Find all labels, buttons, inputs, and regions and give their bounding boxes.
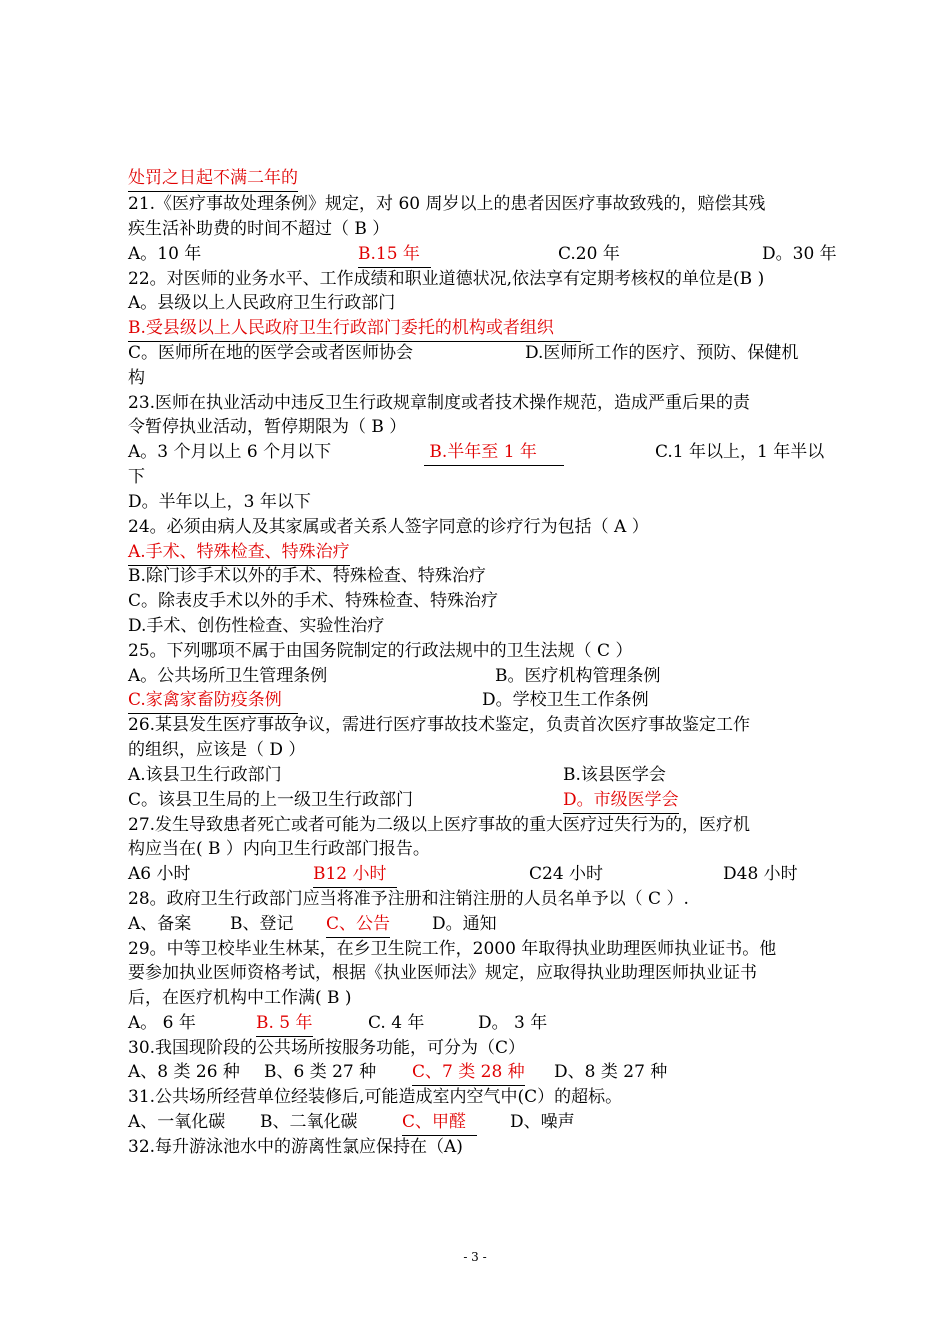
question-26: 26.某县发生医疗事故争议，需进行医疗事故技术鉴定，负责首次医疗事故鉴定工作: [128, 715, 751, 735]
page-number: - 3 -: [463, 1250, 487, 1264]
option-a: A。10 年: [128, 244, 202, 264]
option-d: D。30 年: [762, 244, 837, 264]
option-d: D。通知: [432, 914, 497, 934]
question-27: 27.发生导致患者死亡或者可能为二级以上医疗事故的重大医疗过失行为的，医疗机: [128, 815, 751, 835]
option-d: D。学校卫生工作条例: [482, 690, 649, 710]
option-b: B。医疗机构管理条例: [495, 666, 661, 686]
question-31: 31.公共场所经营单位经装修后,可能造成室内空气中(C）的超标。: [128, 1087, 623, 1107]
option-a: A.该县卫生行政部门: [128, 765, 282, 785]
option-b: B.除门诊手术以外的手术、特殊检查、特殊治疗: [128, 566, 486, 586]
question-30: 30.我国现阶段的公共场所按服务功能，可分为（C）: [128, 1038, 526, 1058]
question-23: 23.医师在执业活动中违反卫生行政规章制度或者技术操作规范，造成严重后果的责: [128, 393, 751, 413]
option-d: D、8 类 27 种: [554, 1062, 668, 1082]
option-d: D。 3 年: [478, 1013, 548, 1033]
option-c-answer: C、7 类 28 种: [412, 1060, 525, 1086]
option-c: C。医师所在地的医学会或者医师协会: [128, 343, 414, 363]
option-b-answer: B. 5 年: [256, 1011, 313, 1037]
option-c: C。该县卫生局的上一级卫生行政部门: [128, 790, 414, 810]
question-32: 32.每升游泳池水中的游离性氯应保持在（A): [128, 1137, 463, 1157]
option-d: D。半年以上，3 年以下: [128, 492, 311, 512]
option-d: D.手术、创伤性检查、实验性治疗: [128, 616, 385, 636]
option-c-cont: 下: [128, 467, 145, 487]
option-a: A、一氧化碳: [128, 1112, 226, 1132]
question-29: 29。中等卫校毕业生林某，在乡卫生院工作，2000 年取得执业助理医师执业证书。他: [128, 939, 777, 959]
option-d-cont: 构: [128, 368, 145, 388]
option-b-answer: B12 小时: [313, 862, 397, 888]
question-27-cont: 构应当在( B ）内向卫生行政部门报告。: [128, 839, 430, 859]
option-c: C。除表皮手术以外的手术、特殊检查、特殊治疗: [128, 591, 499, 611]
option-a: A。 6 年: [128, 1013, 196, 1033]
option-b-answer: B.受县级以上人民政府卫生行政部门委托的机构或者组织: [128, 316, 581, 342]
option-a: A、8 类 26 种: [128, 1062, 240, 1082]
question-29-cont: 要参加执业医师资格考试，根据《执业医师法》规定，应取得执业助理医师执业证书: [128, 963, 757, 983]
option-a: A。公共场所卫生管理条例: [128, 666, 328, 686]
line-answer: 处罚之日起不满二年的: [128, 166, 298, 192]
option-b: B、二氧化碳: [260, 1112, 358, 1132]
option-a: A6 小时: [128, 864, 191, 884]
option-d: D.医师所工作的医疗、预防、保健机: [525, 343, 799, 363]
question-28: 28。政府卫生行政部门应当将准予注册和注销注册的人员名单予以（ C ）.: [128, 889, 689, 909]
question-21-cont: 疾生活补助费的时间不超过（ B ）: [128, 219, 390, 239]
question-22: 22。对医师的业务水平、工作成绩和职业道德状况,依法享有定期考核权的单位是(B ): [128, 269, 765, 289]
option-b: B、登记: [230, 914, 294, 934]
question-26-cont: 的组织，应该是（ D ）: [128, 740, 306, 760]
option-c: C.1 年以上，1 年半以: [655, 442, 825, 462]
option-c-answer: C、公告: [326, 912, 390, 938]
option-c-answer: C、甲醛: [402, 1110, 477, 1136]
question-29-cont2: 后，在医疗机构中工作满( B ): [128, 988, 352, 1008]
option-c: C24 小时: [529, 864, 604, 884]
option-b-answer: B.15 年: [358, 242, 431, 268]
option-b: B.该县医学会: [563, 765, 666, 785]
option-d: D48 小时: [723, 864, 798, 884]
question-23-cont: 令暂停执业活动，暂停期限为（ B ）: [128, 417, 407, 437]
option-b-answer: B.半年至 1 年: [424, 440, 564, 466]
question-25: 25。下列哪项不属于由国务院制定的行政法规中的卫生法规（ C ）: [128, 641, 633, 661]
option-a-answer: A.手术、特殊检查、特殊治疗: [128, 540, 350, 566]
option-b: B、6 类 27 种: [264, 1062, 377, 1082]
option-a: A。3 个月以上 6 个月以下: [128, 442, 332, 462]
option-c: C.20 年: [558, 244, 620, 264]
option-d-answer: D。市级医学会: [563, 788, 679, 814]
option-a: A。县级以上人民政府卫生行政部门: [128, 293, 396, 313]
option-c-answer: C.家禽家畜防疫条例: [128, 688, 298, 714]
question-24: 24。必须由病人及其家属或者关系人签字同意的诊疗行为包括（ A ）: [128, 517, 649, 537]
option-d: D、噪声: [510, 1112, 575, 1132]
option-c: C. 4 年: [368, 1013, 425, 1033]
option-a: A、备案: [128, 914, 192, 934]
question-21: 21.《医疗事故处理条例》规定，对 60 周岁以上的患者因医疗事故致残的，赔偿其残: [128, 194, 766, 214]
